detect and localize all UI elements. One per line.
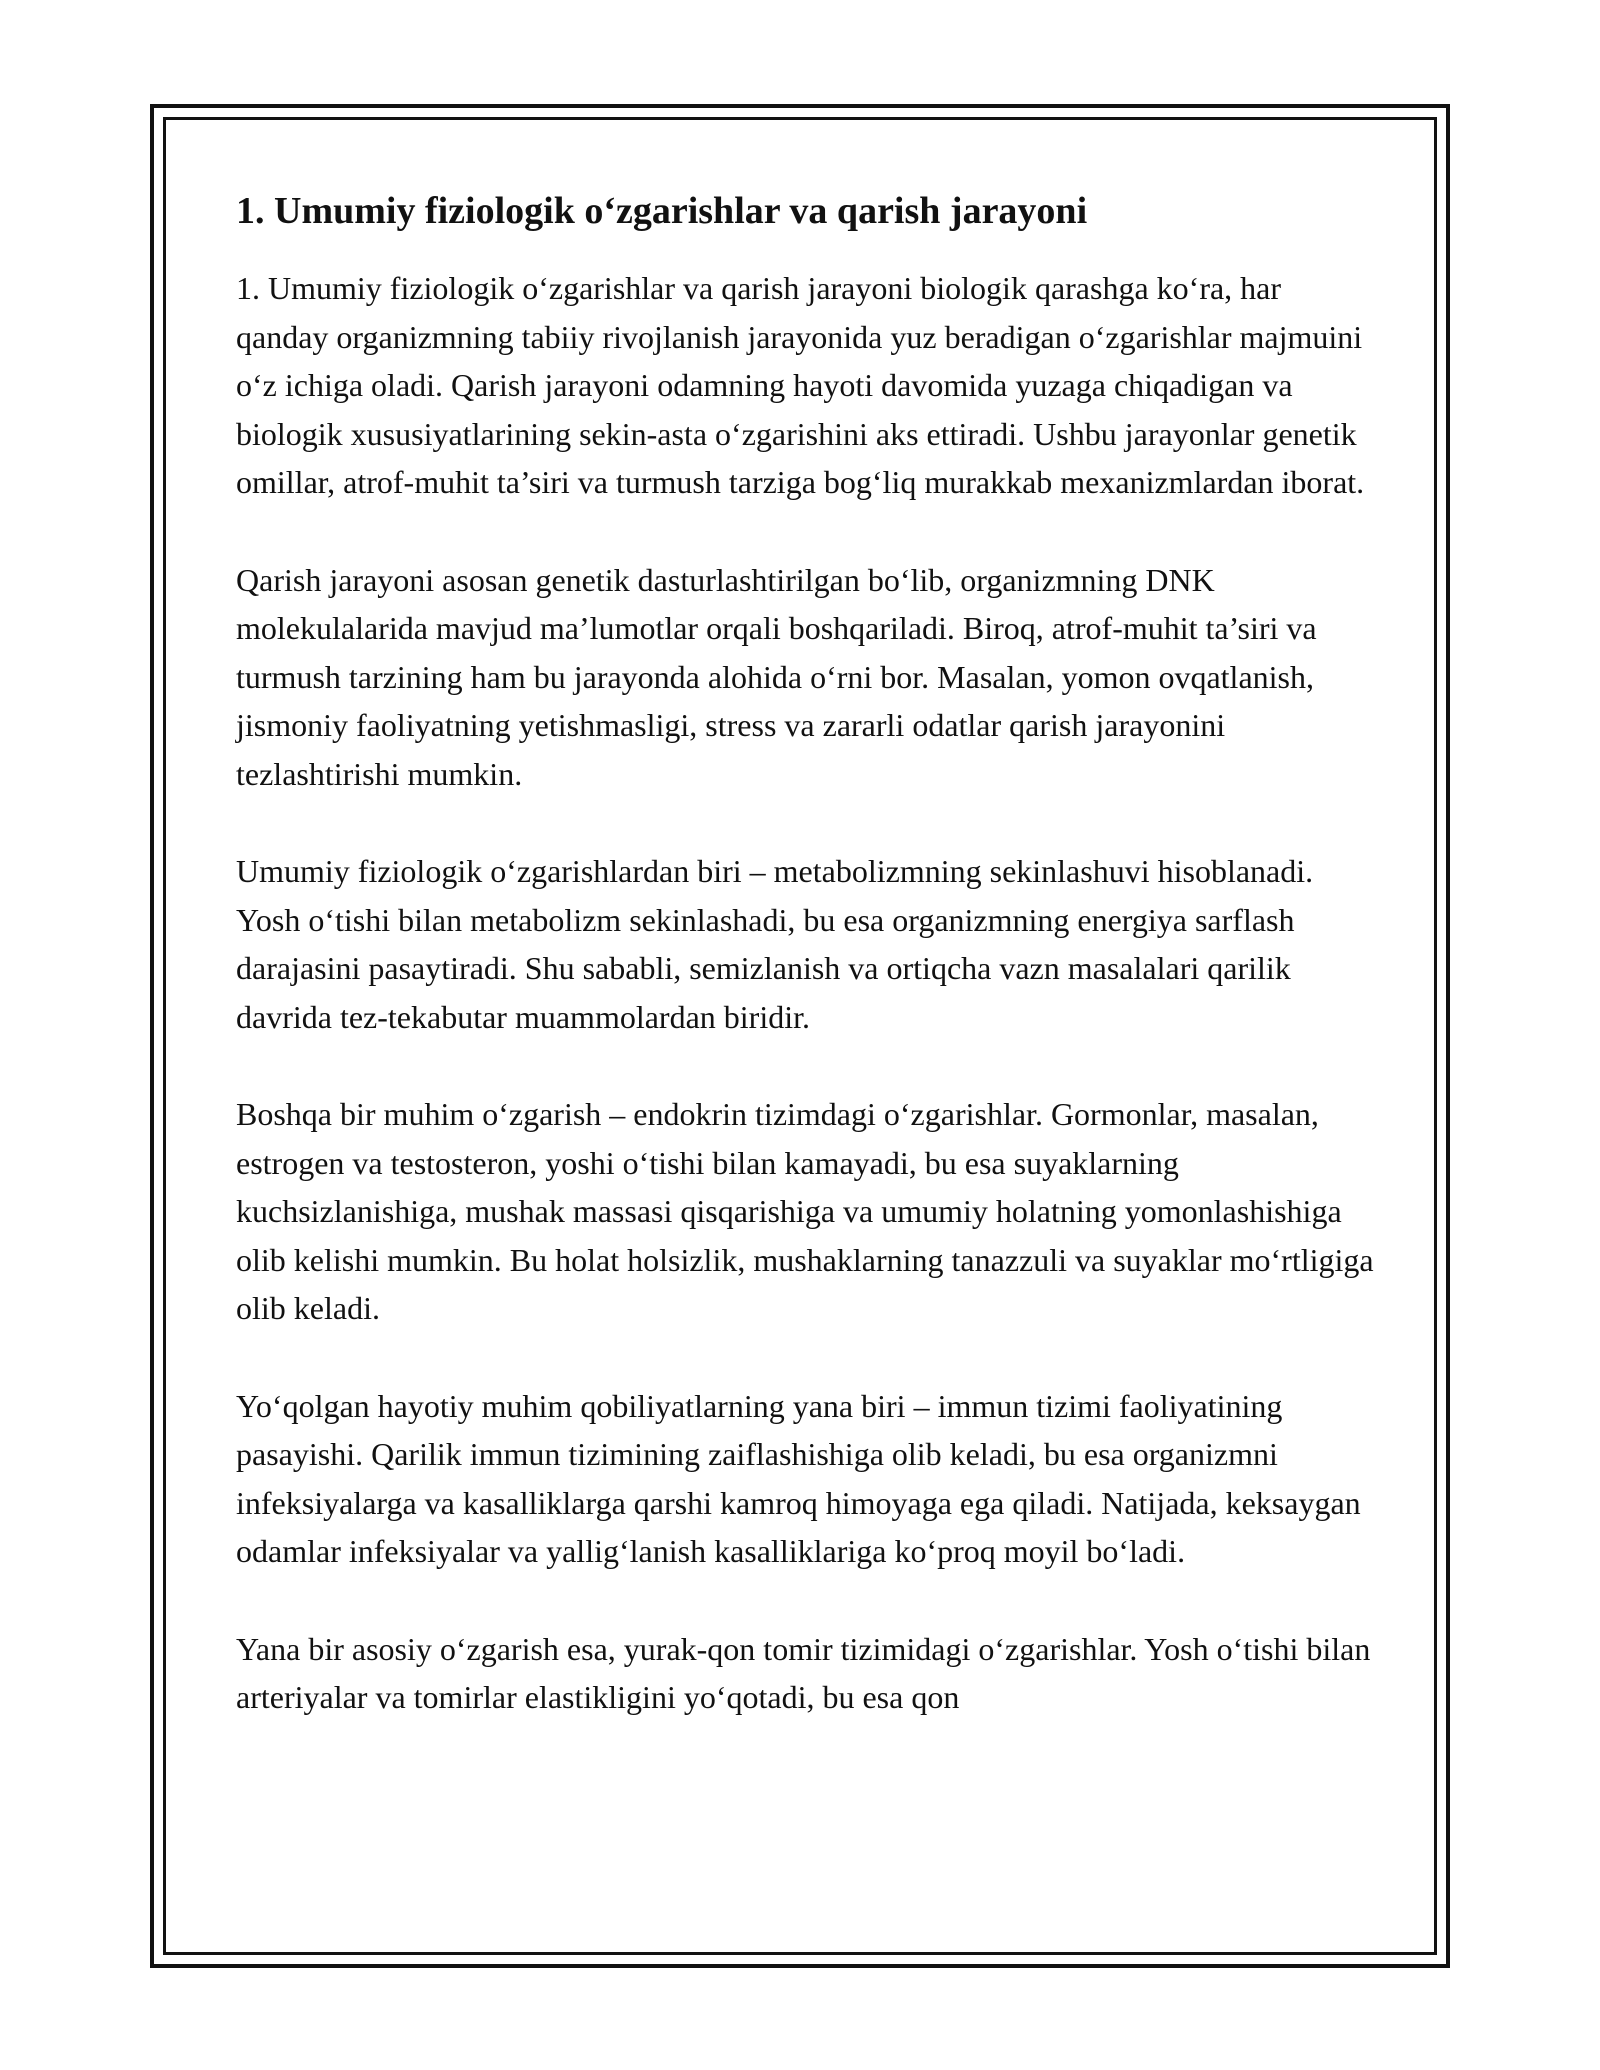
section-heading: 1. Umumiy fiziologik o‘zgarishlar va qarish jarayoni bbox=[236, 190, 1088, 232]
paragraph-5: Yo‘qolgan hayotiy muhim qobiliyatlarning yana biri – immun tizimi faoliyatining pasayishi. Qarilik immun tizimining zaiflashishiga olib keladi, bu esa organizmni infeksiyalarga va kasalliklarga qarshi kamroq himoyaga ega qiladi. Natijada, keksaygan odamlar infeksiyalar va yallig‘lanish kasalliklariga ko‘proq moyil bo‘ladi. bbox=[236, 1387, 1361, 1569]
document-content bbox=[236, 186, 1376, 1771]
paragraph-6: Yana bir asosiy o‘zgarish esa, yurak-qon tomir tizimidagi o‘zgarishlar. Yosh o‘tishi bilan arteriyalar va tomirlar elastikligini yo‘qotadi, bu esa qon bbox=[236, 1630, 1371, 1715]
paragraph-3: Umumiy fiziologik o‘zgarishlardan biri – metabolizmning sekinlashuvi hisoblanadi. Yosh o‘tishi bilan metabolizm sekinlashadi, bu esa organizmning energiya sarflash darajasini pasaytiradi. Shu sababli, semizlanish va ortiqcha vazn masalalari qarilik davrida tez-tekabutar muammolardan biridir. bbox=[236, 853, 1314, 1035]
paragraph-2: Qarish jarayoni asosan genetik dasturlashtirilgan bo‘lib, organizmning DNK molekulalarida mavjud ma’lumotlar orqali boshqariladi. Biroq, atrof-muhit ta’siri va turmush tarzining ham bu jarayonda alohida o‘rni bor. Masalan, yomon ovqatlanish, jismoniy faoliyatning yetishmasligi, stress va zararli odatlar qarish jarayonini tezlashtirishi mumkin. bbox=[236, 561, 1317, 792]
paragraph-4: Boshqa bir muhim o‘zgarish – endokrin tizimdagi o‘zgarishlar. Gormonlar, masalan, estrogen va testosteron, yoshi o‘tishi bilan kamayadi, bu esa suyaklarning kuchsizlanishiga, mushak massasi qisqarishiga va umumiy holatning yomonlashishiga olib kelishi mumkin. Bu holat holsizlik, mushaklarning tanazzuli va suyaklar mo‘rtligiga olib keladi. bbox=[236, 1096, 1374, 1326]
paragraph-1: 1. Umumiy fiziologik o‘zgarishlar va qarish jarayoni biologik qarashga ko‘ra, har qanday organizmning tabiiy rivojlanish jarayonida yuz beradigan o‘zgarishlar majmuini o‘z ichiga oladi. Qarish jarayoni odamning hayoti davomida yuzaga chiqadigan va biologik xususiyatlarining sekin-asta o‘zgarishini aks ettiradi. Ushbu jarayonlar genetik omillar, atrof-muhit ta’siri va turmush tarziga bog‘liq murakkab mexanizmlardan iborat. bbox=[236, 270, 1365, 500]
